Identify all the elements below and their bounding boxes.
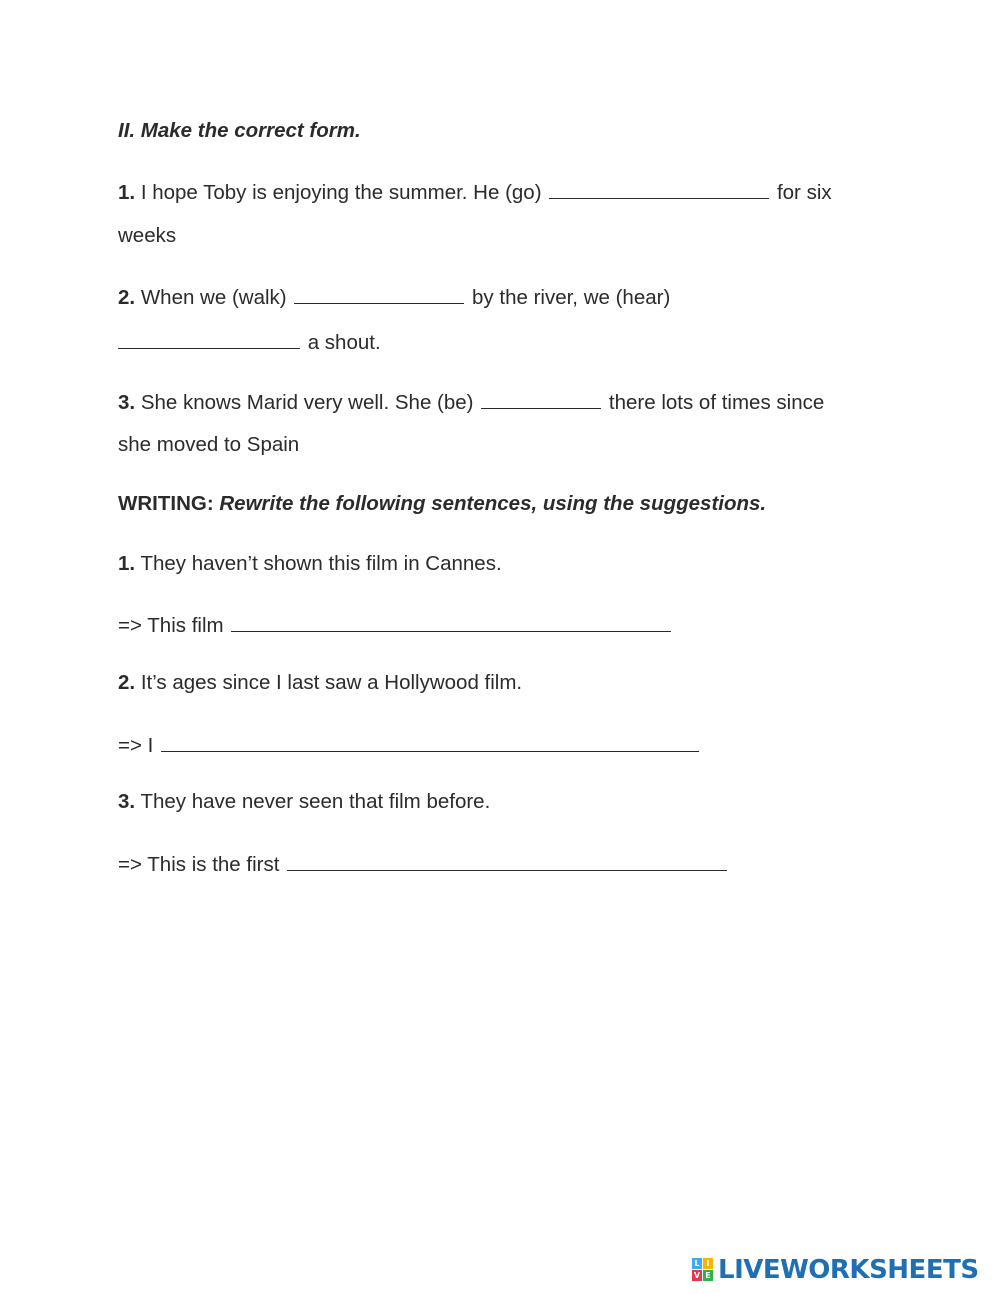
question-text: by the river, we (hear): [472, 286, 671, 309]
logo-letter-e: E: [703, 1270, 713, 1281]
section-heading: II. Make the correct form.: [118, 119, 361, 142]
sentence-text: It’s ages since I last saw a Hollywood film.: [140, 671, 523, 694]
writing-item-2-sentence: [118, 671, 522, 695]
logo-letter-v: V: [693, 1271, 701, 1280]
writing-heading: [118, 492, 766, 516]
writing-item-3-prompt: [118, 850, 729, 877]
question-number: 2.: [118, 671, 136, 694]
answer-blank[interactable]: [481, 388, 601, 409]
writing-item-2-prompt: [118, 731, 701, 758]
question-text: there lots of times since: [608, 391, 825, 414]
answer-blank[interactable]: [287, 850, 727, 871]
question-text: She knows Marid very well. She (be): [140, 391, 474, 414]
logo-letter-i: I: [703, 1258, 713, 1269]
question-2-line-1: [118, 283, 670, 310]
writing-label: WRITING:: [118, 492, 214, 515]
logo-text: LIVEWORKSHEETS: [718, 1255, 979, 1285]
question-2-line-2: [118, 328, 381, 355]
sentence-text: They have never seen that film before.: [140, 790, 491, 813]
answer-blank[interactable]: [161, 731, 699, 752]
question-3-line-2: she moved to Spain: [118, 433, 300, 456]
writing-item-1-prompt: [118, 611, 673, 638]
question-1-line-2: weeks: [118, 224, 177, 247]
answer-blank[interactable]: [118, 328, 300, 349]
question-text: When we (walk): [140, 286, 287, 309]
writing-instruction: Rewrite the following sentences, using the suggestions.: [219, 492, 767, 515]
prompt-text: => This is the first: [118, 853, 280, 876]
question-text: for six: [776, 181, 832, 204]
prompt-text: => I: [118, 734, 154, 757]
answer-blank[interactable]: [549, 178, 769, 199]
question-number: 2.: [118, 286, 136, 309]
question-number: 3.: [118, 790, 136, 813]
question-text: I hope Toby is enjoying the summer. He (go): [140, 181, 542, 204]
question-number: 1.: [118, 181, 136, 204]
logo-mark-icon: [692, 1258, 714, 1282]
question-1-line-1: [118, 178, 832, 205]
question-text: a shout.: [307, 331, 381, 354]
answer-blank[interactable]: [231, 611, 671, 632]
question-3-line-1: [118, 388, 824, 415]
question-number: 1.: [118, 552, 136, 575]
logo-letter-l: L: [692, 1258, 702, 1269]
writing-item-3-sentence: [118, 790, 490, 814]
writing-item-1-sentence: [118, 552, 502, 576]
liveworksheets-logo: [692, 1253, 979, 1287]
question-number: 3.: [118, 391, 136, 414]
sentence-text: They haven’t shown this film in Cannes.: [140, 552, 502, 575]
prompt-text: => This film: [118, 614, 224, 637]
answer-blank[interactable]: [294, 283, 464, 304]
